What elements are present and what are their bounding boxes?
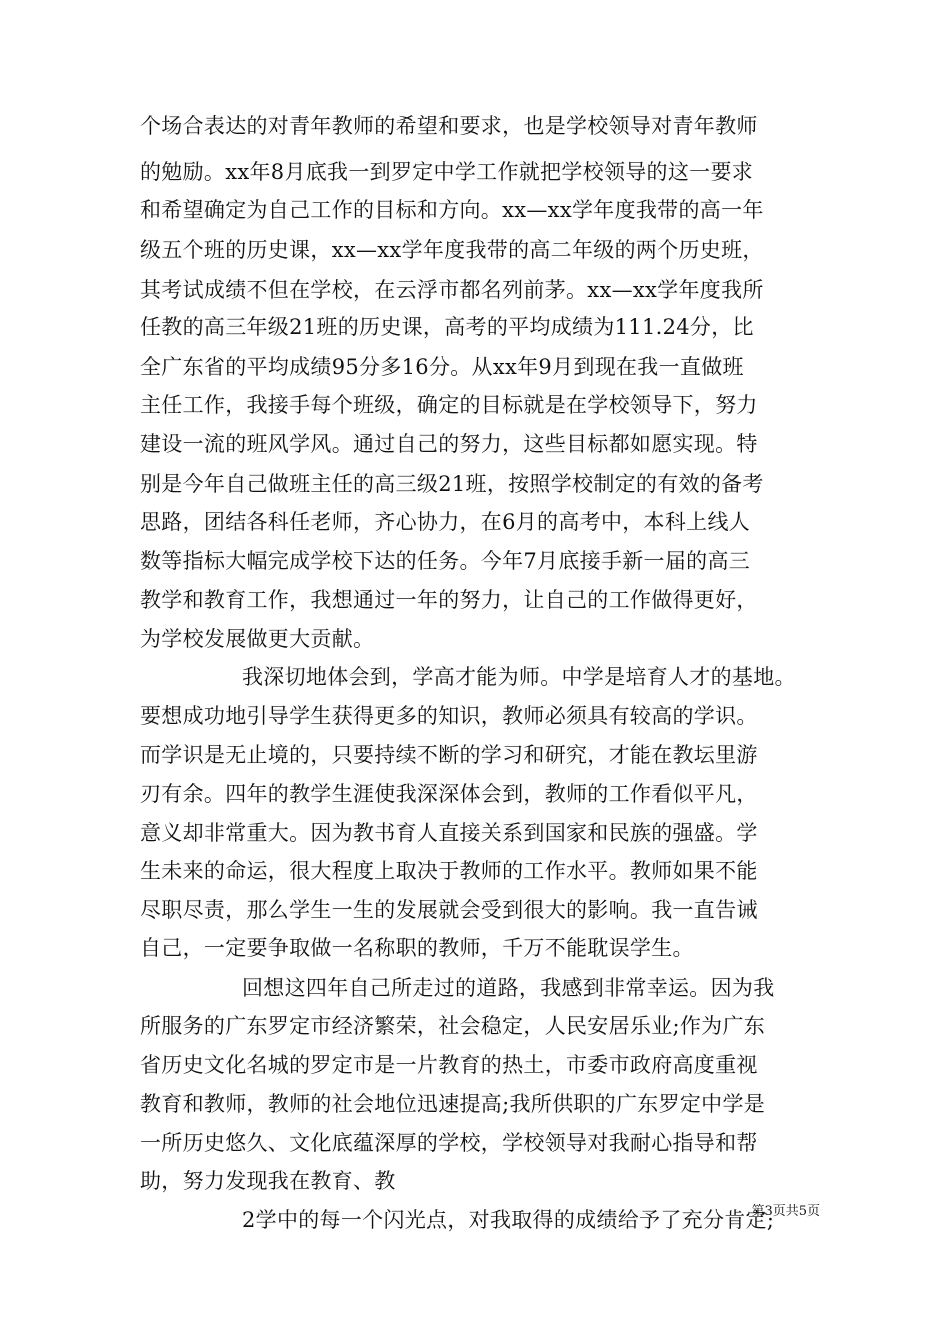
paragraph-1-line-3: 和希望确定为自己工作的目标和方向。xx—xx学年度我带的高一年 xyxy=(140,198,764,222)
paragraph-3-line-6: 助，努力发现我在教育、教 xyxy=(140,1169,396,1193)
paragraph-1-line-5: 其考试成绩不但在学校，在云浮市都名列前茅。xx—xx学年度我所 xyxy=(140,278,764,302)
paragraph-1-line-12: 数等指标大幅完成学校下达的任务。今年7月底接手新一届的高三 xyxy=(140,549,751,573)
paragraph-2-line-8: 自己，一定要争取做一名称职的教师，千万不能耽误学生。 xyxy=(140,936,694,960)
paragraph-3-line-1: 回想这四年自己所走过的道路，我感到非常幸运。因为我 xyxy=(242,976,775,1000)
paragraph-4-line-1: 2学中的每一个闪光点，对我取得的成绩给予了充分肯定; xyxy=(242,1208,775,1232)
paragraph-1-line-6: 任教的高三年级21班的历史课，高考的平均成绩为111.24分，比 xyxy=(140,315,754,339)
paragraph-2-line-2: 要想成功地引导学生获得更多的知识，教师必须具有较高的学识。 xyxy=(140,704,758,728)
paragraph-3-line-3: 省历史文化名城的罗定市是一片教育的热土，市委市政府高度重视 xyxy=(140,1053,758,1077)
paragraph-2-line-7: 尽职尽责，那么学生一生的发展就会受到很大的影响。我一直告诫 xyxy=(140,898,758,922)
paragraph-1-line-9: 建设一流的班风学风。通过自己的努力，这些目标都如愿实现。特 xyxy=(140,432,758,456)
paragraph-1-line-4: 级五个班的历史课，xx—xx学年度我带的高二年级的两个历史班， xyxy=(140,238,764,262)
paragraph-1-line-2: 的勉励。xx年8月底我一到罗定中学工作就把学校领导的这一要求 xyxy=(140,160,754,184)
paragraph-2-line-1: 我深切地体会到，学高才能为师。中学是培育人才的基地。 xyxy=(242,665,796,689)
paragraph-3-line-2: 所服务的广东罗定市经济繁荣，社会稳定，人民安居乐业;作为广东 xyxy=(140,1014,766,1038)
paragraph-2-line-3: 而学识是无止境的，只要持续不断的学习和研究，才能在教坛里游 xyxy=(140,743,758,767)
page-number: 第3页共5页 xyxy=(751,1204,820,1219)
paragraph-1-line-14: 为学校发展做更大贡献。 xyxy=(140,627,375,651)
paragraph-1-line-13: 教学和教育工作，我想通过一年的努力，让自己的工作做得更好， xyxy=(140,588,758,612)
paragraph-1-line-10: 别是今年自己做班主任的高三级21班，按照学校制定的有效的备考 xyxy=(140,472,764,496)
paragraph-1-line-11: 思路，团结各科任老师，齐心协力，在6月的高考中，本科上线人 xyxy=(140,510,751,534)
paragraph-1-line-7: 全广东省的平均成绩95分多16分。从xx年9月到现在我一直做班 xyxy=(140,355,744,379)
paragraph-1-line-8: 主任工作，我接手每个班级，确定的目标就是在学校领导下，努力 xyxy=(140,393,758,417)
paragraph-1-line-1: 个场合表达的对青年教师的希望和要求，也是学校领导对青年教师 xyxy=(140,114,758,138)
paragraph-2-line-4: 刃有余。四年的教学生涯使我深深体会到，教师的工作看似平凡， xyxy=(140,782,758,806)
paragraph-3-line-4: 教育和教师，教师的社会地位迅速提高;我所供职的广东罗定中学是 xyxy=(140,1092,766,1116)
paragraph-3-line-5: 一所历史悠久、文化底蕴深厚的学校，学校领导对我耐心指导和帮 xyxy=(140,1131,758,1155)
paragraph-2-line-6: 生未来的命运，很大程度上取决于教师的工作水平。教师如果不能 xyxy=(140,859,758,883)
paragraph-2-line-5: 意义却非常重大。因为教书育人直接关系到国家和民族的强盛。学 xyxy=(140,821,758,845)
